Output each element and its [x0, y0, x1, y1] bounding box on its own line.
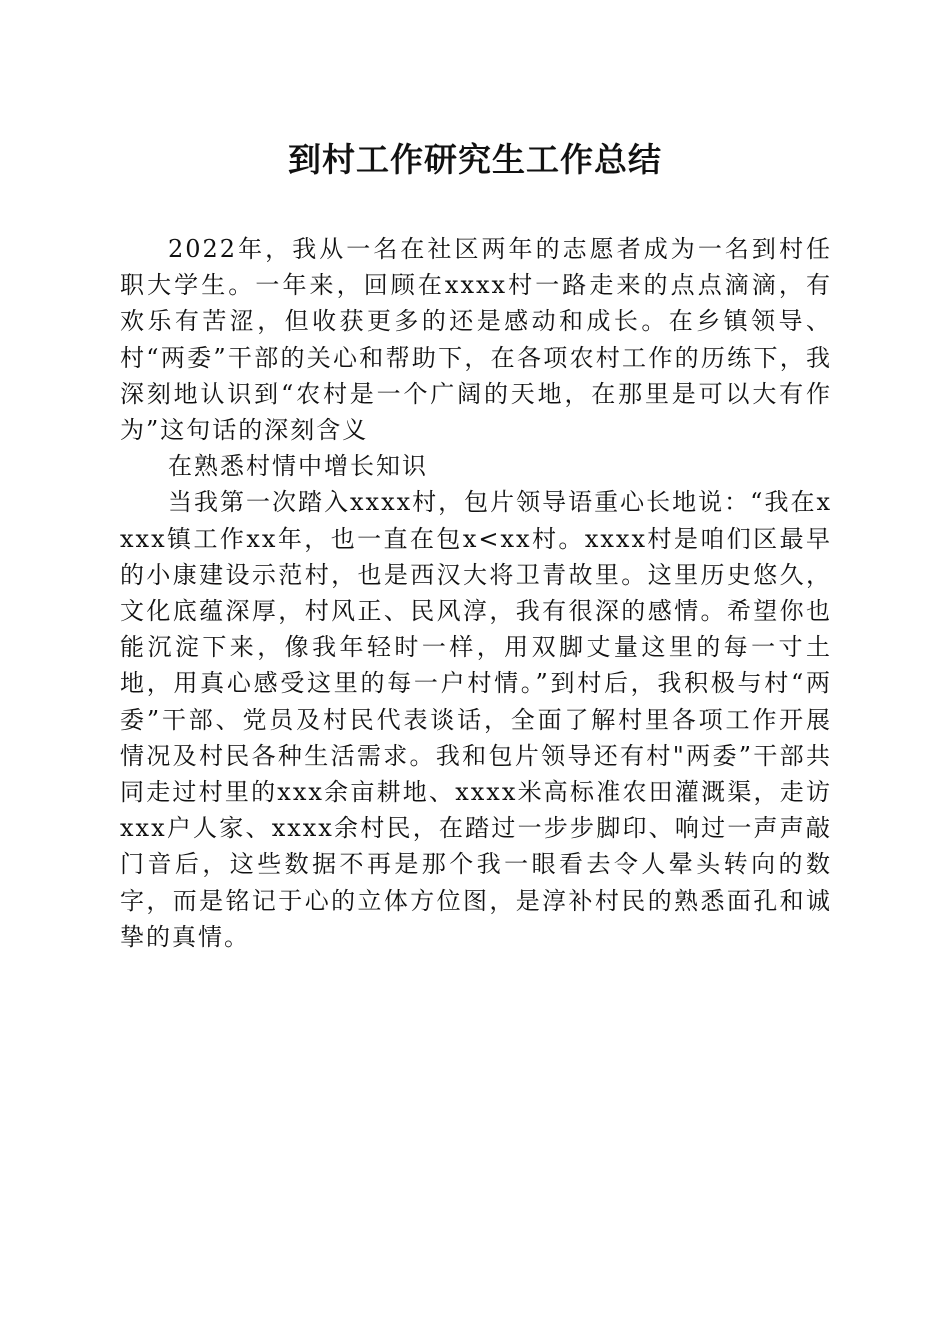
paragraph-intro: 2022年，我从一名在社区两年的志愿者成为一名到村任职大学生。一年来，回顾在xxxx村一路走来的点点滴滴，有欢乐有苦涩，但收获更多的还是感动和成长。在乡镇领导、村“两委”干部的关心和帮助下，在各项农村工作的历练下，我深刻地认识到“农村是一个广阔的天地，在那里是可以大有作为”这句话的深刻含义: [120, 235, 832, 445]
document-title: 到村工作研究生工作总结: [288, 140, 662, 179]
section-heading: 在熟悉村情中增长知识: [168, 452, 428, 481]
document-body: [120, 231, 832, 955]
paragraph-village-visit: 当我第一次踏入xxxx村，包片领导语重心长地说：“我在xxxx镇工作xx年，也一直在包x<xx村。xxxx村是咱们区最早的小康建设示范村，也是西汉大将卫青故里。这里历史悠久，文化底蕴深厚，村风正、民风淳，我有很深的感情。希望你也能沉淀下来，像我年轻时一样，用双脚丈量这里的每一寸土地，用真心感受这里的每一户村情。”到村后，我积极与村“两委”干部、党员及村民代表谈话，全面了解村里各项工作开展情况及村民各种生活需求。我和包片领导还有村"两委”干部共同走过村里的xxx余亩耕地、xxxx米高标准农田灌溉渠，走访xxx户人家、xxxx余村民，在踏过一步步脚印、响过一声声敲门音后，这些数据不再是那个我一眼看去令人晕头转向的数字，而是铭记于心的立体方位图，是淳补村民的熟悉面孔和诚挚的真情。: [120, 488, 832, 951]
